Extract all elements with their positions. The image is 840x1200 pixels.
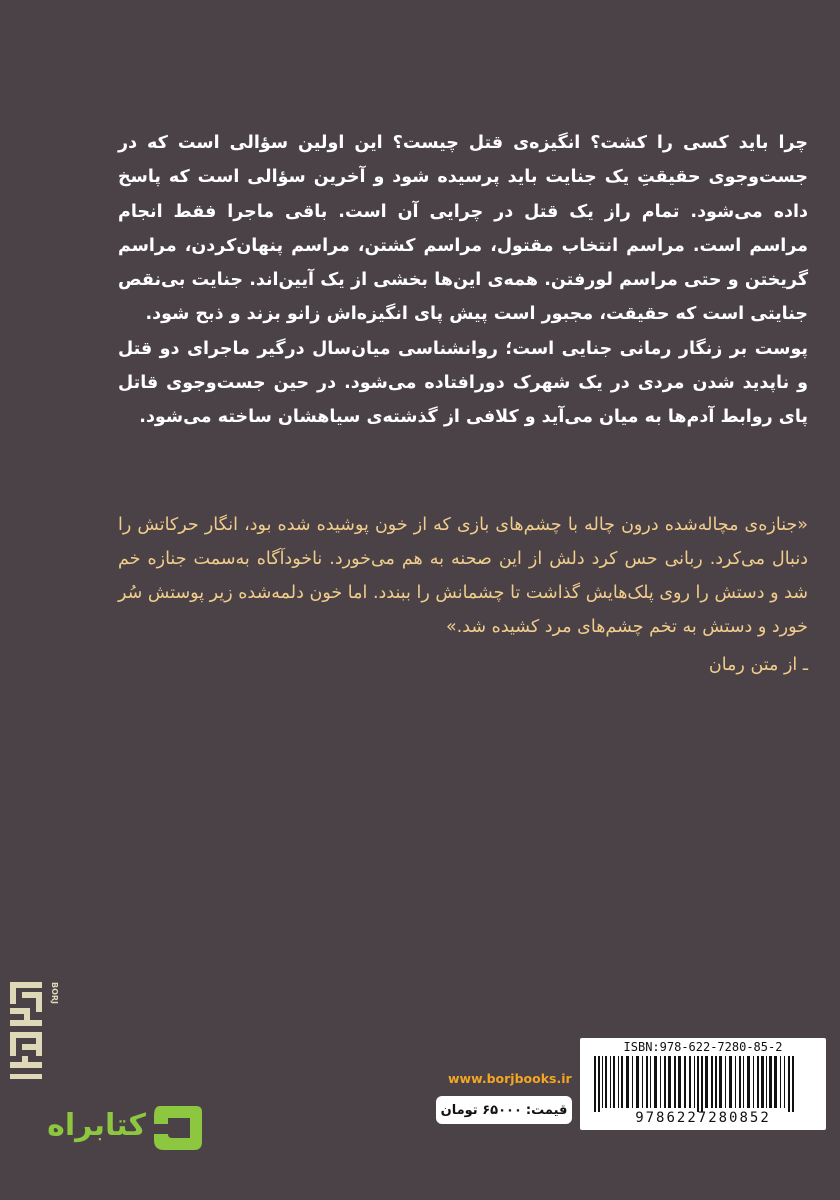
synopsis-paragraph-2: پوست بر زنگار رمانی جنایی است؛ روانشناسی میان‌سال درگیر ماجرای دو قتل و ناپدید شدن مردی در یک شهرک دورافتاده می‌شود. در حین جست‌وجوی قاتل پای روابط آدم‌ها به میان می‌آید و کلافی از گذشته‌ی سیاهشان ساخته می‌شود. — [118, 338, 808, 428]
synopsis-paragraph-1: چرا باید کسی را کشت؟ انگیزه‌ی قتل چیست؟ این اولین سؤالی است که در جست‌وجوی حقیقتِ یک جنایت باید پرسیده شود و آخرین سؤالی است که پاسخ داده می‌شود. تمام راز یک قتل در چرایی آن است. باقی ماجرا فقط انجام مراسم است. مراسم انتخاب مقتول، مراسم کشتن، مراسم پنهان‌کردن، مراسم گریختن و حتی مراسم لورفتن. همه‌ی این‌ها بخشی از یک آیین‌اند. جنایت بی‌نقص جنایتی است که حقیقت، مجبور است پیش پای انگیزه‌اش زانو بزند و ذبح شود. — [118, 133, 808, 325]
ketabrah-badge — [28, 1100, 218, 1160]
isbn-barcode — [580, 1038, 826, 1130]
price-label: قیمت: — [525, 1102, 568, 1118]
excerpt-source: ـ از متن رمان — [708, 655, 808, 675]
barcode-bars — [592, 1056, 814, 1112]
barcode-digits: 9786227280852 — [635, 1110, 771, 1126]
ketabrah-book-icon — [150, 1102, 206, 1154]
isbn-label: ISBN:978-622-7280-85-2 — [623, 1040, 783, 1054]
synopsis — [118, 126, 808, 435]
ketabrah-text: کتابراه — [47, 1108, 146, 1143]
borj-logo-text: BORJ — [50, 982, 59, 1005]
price-box — [436, 1096, 572, 1124]
price-value: ۶۵۰۰۰ تومان — [440, 1102, 522, 1118]
excerpt-quote: «جنازه‌ی مچاله‌شده درون چاله با چشم‌های بازی که از خون پوشیده شده بود، انگار حرکاتش را دنبال می‌کرد. ربانی حس کرد دلش از این صحنه به هم می‌خورد. ناخودآگاه به‌سمت جنازه خم شد و دستش را روی پلک‌هایش گذاشت تا چشمانش را ببندد. اما خون دلمه‌شده زیر پوستش سُر خورد و دستش به تخم چشم‌های مرد کشیده شد.» — [118, 515, 808, 637]
publisher-website: www.borjbooks.ir — [448, 1071, 572, 1086]
borj-logo-icon — [8, 980, 58, 1080]
excerpt — [118, 508, 808, 682]
